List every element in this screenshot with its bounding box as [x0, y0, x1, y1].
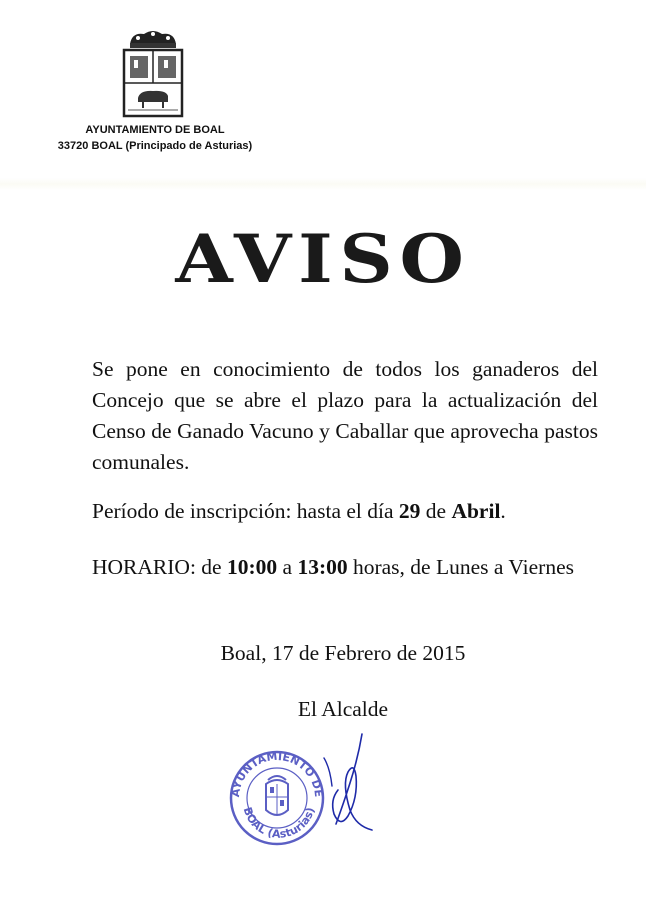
period-end: .	[500, 499, 506, 523]
hours-label: HORARIO: de	[92, 555, 222, 579]
hours-from: 10:00	[226, 555, 278, 579]
stamp-text-top: AYUNTAMIENTO DE	[228, 749, 326, 798]
period-day: 29	[398, 499, 421, 523]
notice-paragraph: Se pone en conocimiento de todos los ganaderos del Concejo que se abre el plazo para la actualización del Censo de Ganado Vacuno y Caballar que aprovecha pastos comunales.	[92, 357, 598, 474]
period-connector: de	[425, 499, 447, 523]
issue-date: Boal, 17 de Febrero de 2015	[220, 641, 466, 665]
signature-icon	[300, 728, 390, 840]
hours-rest: horas, de Lunes a Viernes	[352, 555, 574, 579]
hours-to: 13:00	[297, 555, 348, 579]
registration-period	[92, 496, 598, 527]
notice-title: AVISO	[175, 220, 471, 298]
hours-connector: a	[282, 555, 293, 579]
organization-address: 33720 BOAL (Principado de Asturias)	[57, 140, 253, 152]
period-label: Período de inscripción: hasta el día	[92, 499, 394, 523]
office-hours	[92, 552, 598, 583]
period-month: Abril	[451, 499, 501, 523]
coat-of-arms-icon	[118, 28, 188, 120]
stamp-text-bottom: BOAL (Asturias)	[240, 805, 318, 841]
header-divider	[0, 178, 646, 190]
organization-name: AYUNTAMIENTO DE BOAL	[85, 124, 225, 136]
signer-title: El Alcalde	[297, 697, 389, 721]
